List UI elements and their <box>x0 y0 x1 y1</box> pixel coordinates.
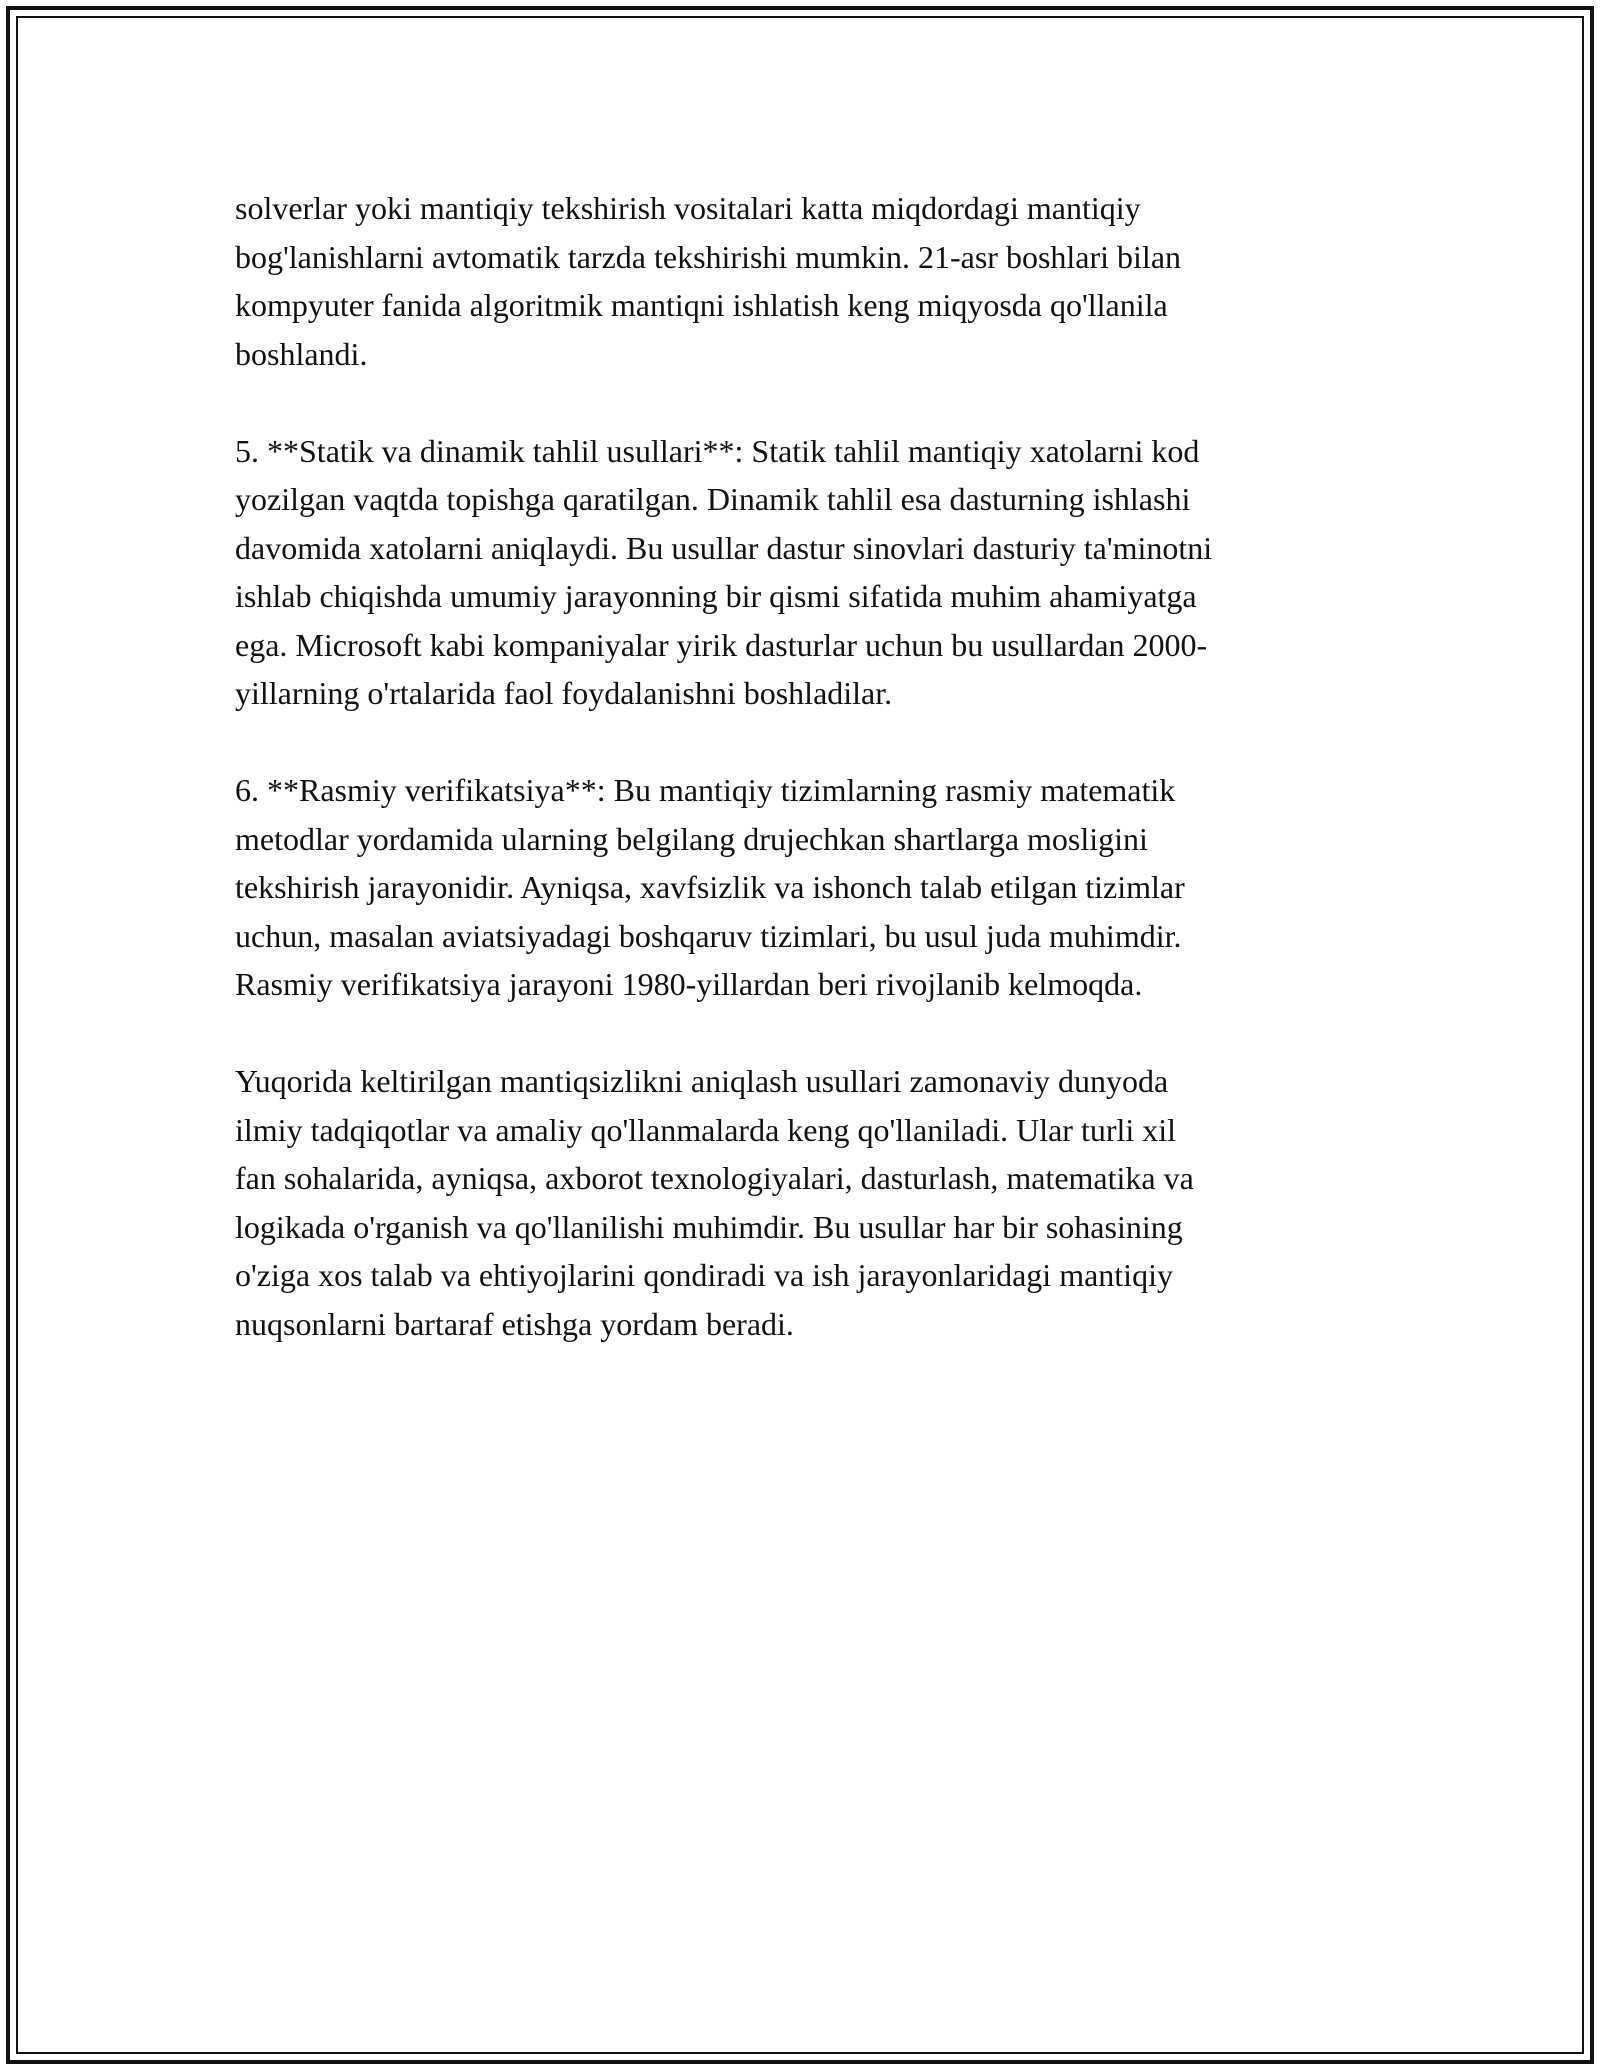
text-line: logikada o'rganish va qo'llanilishi muhimdir. Bu usullar har bir sohasining <box>235 1208 1183 1245</box>
text-line: fan sohalarida, ayniqsa, axborot texnologiyalari, dasturlash, matematika va <box>235 1160 1194 1196</box>
text-line: ilmiy tadqiqotlar va amaliy qo'llanmalarda keng qo'llaniladi. Ular turli xil <box>235 1111 1177 1148</box>
text-line: ishlab chiqishda umumiy jarayonning bir qismi sifatida muhim ahamiyatga <box>235 578 1197 614</box>
text-line: kompyuter fanida algoritmik mantiqni ishlatish keng miqyosda qo'llanila <box>235 287 1168 323</box>
text-line: yozilgan vaqtda topishga qaratilgan. Dinamik tahlil esa dasturning ishlashi <box>235 481 1191 517</box>
text-line: 6. **Rasmiy verifikatsiya**: Bu mantiqiy tizimlarning rasmiy matematik <box>235 772 1176 808</box>
text-line: 5. **Statik va dinamik tahlil usullari**: Statik tahlil mantiqiy xatolarni kod <box>235 432 1200 469</box>
text-line: uchun, masalan aviatsiyadagi boshqaruv tizimlari, bu usul juda muhimdir. <box>235 917 1182 954</box>
paragraph-formal-verification <box>235 766 1365 1009</box>
paragraph-static-dynamic-analysis <box>235 427 1365 718</box>
text-line: ega. Microsoft kabi kompaniyalar yirik dasturlar uchun bu usullardan 2000- <box>235 626 1208 663</box>
paragraph-conclusion <box>235 1057 1365 1348</box>
text-line: o'ziga xos talab va ehtiyojlarini qondiradi va ish jarayonlaridagi mantiqiy <box>235 1257 1173 1293</box>
paragraph-intro-continuation <box>235 184 1365 378</box>
text-line: boshlandi. <box>235 335 368 372</box>
text-line: yillarning o'rtalarida faol foydalanishni boshladilar. <box>235 675 893 711</box>
text-line: nuqsonlarni bartaraf etishga yordam beradi. <box>235 1305 794 1342</box>
text-line: davomida xatolarni aniqlaydi. Bu usullar dastur sinovlari dasturiy ta'minotni <box>235 529 1213 566</box>
text-line: Yuqorida keltirilgan mantiqsizlikni aniqlash usullari zamonaviy dunyoda <box>235 1063 1169 1099</box>
text-line: Rasmiy verifikatsiya jarayoni 1980-yillardan beri rivojlanib kelmoqda. <box>235 966 1143 1002</box>
text-line: solverlar yoki mantiqiy tekshirish vositalari katta miqdordagi mantiqiy <box>235 190 1141 226</box>
text-line: tekshirish jarayonidir. Ayniqsa, xavfsizlik va ishonch talab etilgan tizimlar <box>235 869 1185 905</box>
document-body <box>235 184 1365 1397</box>
text-line: bog'lanishlarni avtomatik tarzda tekshirishi mumkin. 21-asr boshlari bilan <box>235 238 1182 275</box>
text-line: metodlar yordamida ularning belgilang drujechkan shartlarga mosligini <box>235 820 1148 857</box>
